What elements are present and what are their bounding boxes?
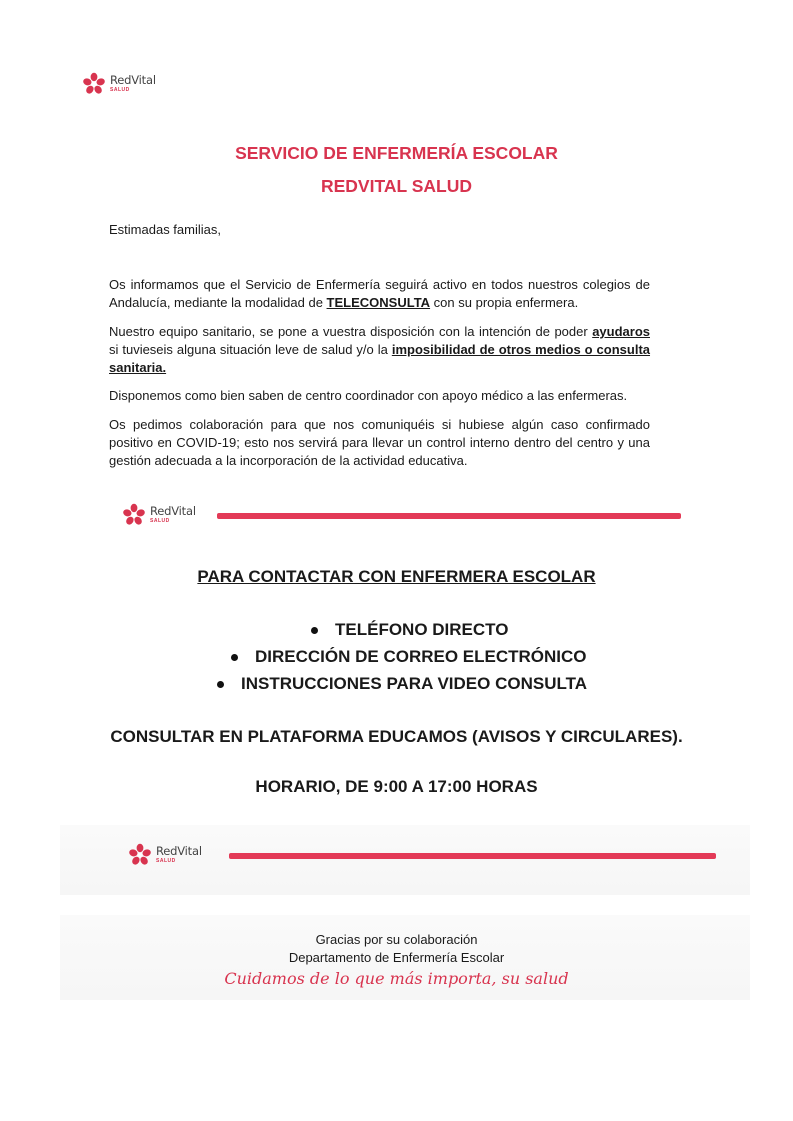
imposibilidad-emphasis: imposibilidad de otros medios o consulta sanitaria. [109, 342, 651, 375]
bullet-icon [231, 654, 238, 661]
p1-text-a: Os informamos que el Servicio de Enfermería seguirá activo en todos nuestros colegios de Andalucía, mediante la modalidad de [109, 277, 650, 310]
greeting: Estimadas familias, [109, 222, 221, 237]
page-subtitle: REDVITAL SALUD [320, 176, 473, 196]
brand-sub: SALUD [110, 86, 130, 93]
brand-sub: SALUD [156, 857, 176, 864]
paragraph-teleconsulta [109, 276, 650, 312]
list-item [231, 647, 587, 667]
footer-logo [128, 843, 202, 867]
brand-name: RedVital [110, 73, 156, 88]
hours-notice: HORARIO, DE 9:00 A 17:00 HORAS [255, 777, 538, 796]
p2-text-c: si tuvieseis alguna situación leve de salud y/o la [109, 342, 392, 357]
contact-item-label: INSTRUCCIONES PARA VIDEO CONSULTA [241, 674, 587, 693]
platform-notice: CONSULTAR EN PLATAFORMA EDUCAMOS (AVISOS Y CIRCULARES). [110, 727, 683, 746]
contact-item-label: DIRECCIÓN DE CORREO ELECTRÓNICO [255, 647, 587, 666]
flower-logo-icon [82, 72, 106, 96]
paragraph-coordinador: Disponemos como bien saben de centro coordinador con apoyo médico a las enfermeras. [109, 388, 628, 403]
list-item [217, 674, 587, 694]
page-title: SERVICIO DE ENFERMERÍA ESCOLAR [235, 143, 558, 163]
contact-item-label: TELÉFONO DIRECTO [335, 620, 509, 639]
brand-sub: SALUD [150, 517, 170, 524]
bullet-icon [217, 681, 224, 688]
brand-name: RedVital [150, 504, 196, 519]
list-item [311, 620, 508, 640]
divider-bar [217, 513, 681, 519]
header-logo [82, 72, 156, 96]
p2-text-a: Nuestro equipo sanitario, se pone a vuestra disposición con la intención de poder [109, 324, 593, 339]
divider-logo [122, 503, 196, 527]
p1-text-c: con su propia enfermera. [430, 295, 579, 310]
thanks-text: Gracias por su colaboración [315, 932, 478, 947]
paragraph-equipo [109, 323, 650, 377]
teleconsulta-emphasis: TELECONSULTA [326, 295, 431, 310]
contact-heading: PARA CONTACTAR CON ENFERMERA ESCOLAR [197, 567, 596, 586]
department-text: Departamento de Enfermería Escolar [288, 950, 505, 965]
slogan: Cuidamos de lo que más importa, su salud [224, 969, 569, 988]
ayudaros-emphasis: ayudaros [592, 324, 650, 339]
flower-logo-icon [122, 503, 146, 527]
paragraph-covid: Os pedimos colaboración para que nos comuniquéis si hubiese algún caso confirmado positivo en COVID-19; esto nos servirá para llevar un control interno dentro del centro y una gestión adecuada a la incorporación de la actividad educativa. [109, 417, 650, 468]
brand-name: RedVital [156, 844, 202, 859]
flower-logo-icon [128, 843, 152, 867]
bullet-icon [311, 627, 318, 634]
footer-divider-bar [229, 853, 716, 859]
